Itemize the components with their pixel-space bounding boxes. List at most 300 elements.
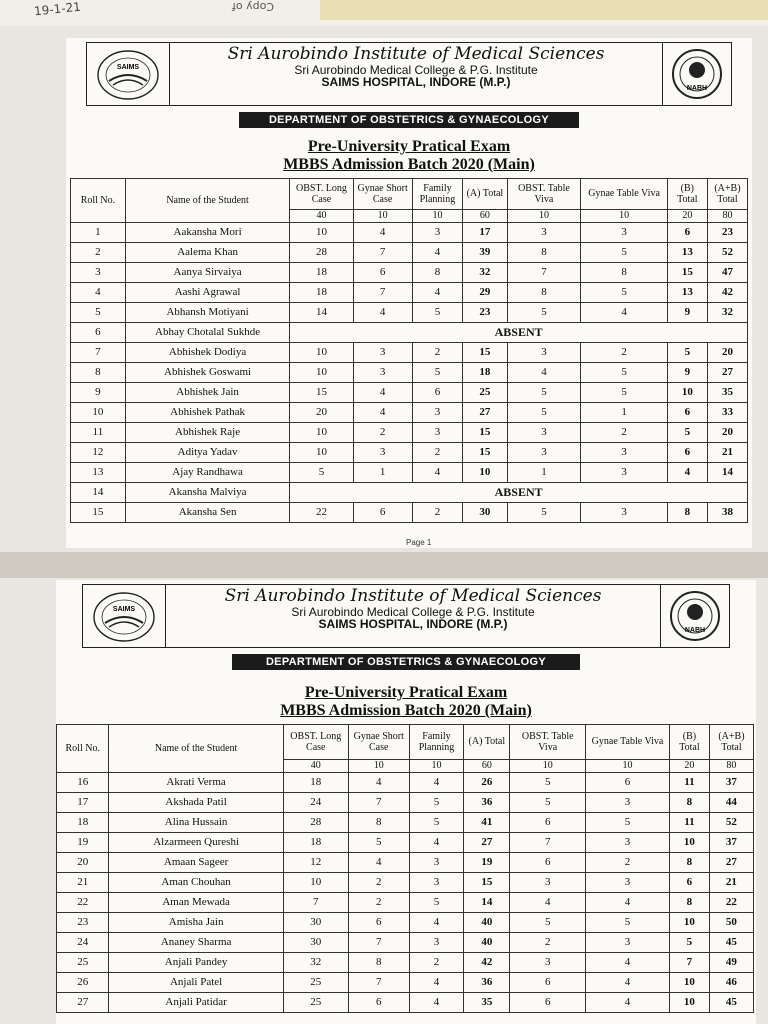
copy-note: Copy of bbox=[232, 0, 275, 13]
mark-cell-lc: 24 bbox=[283, 792, 348, 812]
marks-table-page-2 bbox=[56, 724, 754, 1013]
mark-cell-ov: 3 bbox=[510, 872, 586, 892]
mark-cell-gv: 2 bbox=[586, 852, 670, 872]
mark-cell-fp: 6 bbox=[412, 382, 463, 402]
col-short-case: Gynae Short Case bbox=[348, 725, 409, 760]
mark-cell-gv: 4 bbox=[586, 892, 670, 912]
mark-cell-lc: 10 bbox=[290, 422, 353, 442]
mark-cell-a: 35 bbox=[464, 992, 510, 1012]
mark-cell-lc: 12 bbox=[283, 852, 348, 872]
name-cell: Aditya Yadav bbox=[125, 442, 290, 462]
mark-cell-b: 10 bbox=[667, 382, 707, 402]
mark-cell-ov: 6 bbox=[510, 812, 586, 832]
mark-cell-sc: 4 bbox=[348, 852, 409, 872]
mark-cell-gv: 3 bbox=[581, 502, 667, 522]
table-row bbox=[57, 912, 754, 932]
mark-cell-fp: 2 bbox=[412, 442, 463, 462]
max-short-case: 10 bbox=[348, 760, 409, 773]
mark-cell-a: 15 bbox=[463, 342, 507, 362]
mark-cell-a: 40 bbox=[464, 932, 510, 952]
name-cell: Alzarmeen Qureshi bbox=[109, 832, 283, 852]
mark-cell-b: 11 bbox=[669, 812, 709, 832]
table-row bbox=[57, 872, 754, 892]
mark-cell-lc: 10 bbox=[290, 342, 353, 362]
mark-cell-gv: 2 bbox=[581, 422, 667, 442]
mark-cell-gv: 3 bbox=[586, 832, 670, 852]
college-name: Sri Aurobindo Medical College & P.G. Institute bbox=[294, 62, 538, 77]
col-ab-total: (A+B) Total bbox=[707, 179, 747, 210]
mark-cell-ab: 27 bbox=[709, 852, 753, 872]
mark-cell-ov: 8 bbox=[507, 242, 581, 262]
mark-cell-b: 11 bbox=[669, 772, 709, 792]
col-b-total: (B) Total bbox=[667, 179, 707, 210]
hospital-name: SAIMS HOSPITAL, INDORE (M.P.) bbox=[321, 75, 511, 90]
mark-cell-lc: 30 bbox=[283, 912, 348, 932]
institute-name: Sri Aurobindo Institute of Medical Sciences bbox=[227, 44, 605, 64]
mark-cell-sc: 3 bbox=[353, 342, 412, 362]
table-row bbox=[71, 442, 748, 462]
name-cell: Aman Mewada bbox=[109, 892, 283, 912]
mark-cell-sc: 7 bbox=[353, 282, 412, 302]
name-cell: Aakansha Mori bbox=[125, 222, 290, 242]
mark-cell-ov: 7 bbox=[507, 262, 581, 282]
batch-title: MBBS Admission Batch 2020 (Main) bbox=[280, 702, 532, 719]
top-strip bbox=[0, 0, 768, 26]
mark-cell-b: 10 bbox=[669, 992, 709, 1012]
mark-cell-ov: 5 bbox=[507, 502, 581, 522]
mark-cell-gv: 6 bbox=[586, 772, 670, 792]
name-cell: Akshada Patil bbox=[109, 792, 283, 812]
col-gynae-viva: Gynae Table Viva bbox=[586, 725, 670, 760]
col-name: Name of the Student bbox=[109, 725, 283, 773]
mark-cell-lc: 28 bbox=[290, 242, 353, 262]
roll-cell: 15 bbox=[71, 502, 126, 522]
name-cell: Akansha Sen bbox=[125, 502, 290, 522]
mark-cell-lc: 18 bbox=[283, 832, 348, 852]
roll-cell: 5 bbox=[71, 302, 126, 322]
table-row bbox=[71, 262, 748, 282]
roll-cell: 22 bbox=[57, 892, 109, 912]
page-footer: Page 1 bbox=[406, 538, 432, 547]
max-ab: 80 bbox=[709, 760, 753, 773]
max-ab: 80 bbox=[707, 210, 747, 223]
roll-cell: 27 bbox=[57, 992, 109, 1012]
col-obst-viva: OBST. Table Viva bbox=[507, 179, 581, 210]
mark-cell-sc: 1 bbox=[353, 462, 412, 482]
max-long-case: 40 bbox=[283, 760, 348, 773]
mark-cell-ov: 5 bbox=[507, 402, 581, 422]
mark-cell-gv: 1 bbox=[581, 402, 667, 422]
absent-label: ABSENT bbox=[290, 322, 748, 342]
logo-right-text: NABH bbox=[686, 85, 708, 92]
mark-cell-fp: 3 bbox=[412, 422, 463, 442]
mark-cell-ab: 32 bbox=[707, 302, 747, 322]
mark-cell-b: 6 bbox=[669, 872, 709, 892]
table-row bbox=[57, 992, 754, 1012]
name-cell: Alina Hussain bbox=[109, 812, 283, 832]
roll-cell: 23 bbox=[57, 912, 109, 932]
table-row bbox=[57, 952, 754, 972]
mark-cell-ov: 3 bbox=[507, 422, 581, 442]
name-cell: Aalema Khan bbox=[125, 242, 290, 262]
exam-title: Pre-University Pratical Exam bbox=[307, 138, 511, 155]
mark-cell-b: 9 bbox=[667, 302, 707, 322]
mark-cell-ab: 21 bbox=[707, 442, 747, 462]
mark-cell-b: 15 bbox=[667, 262, 707, 282]
mark-cell-sc: 4 bbox=[353, 402, 412, 422]
mark-cell-lc: 18 bbox=[283, 772, 348, 792]
mark-cell-b: 5 bbox=[669, 932, 709, 952]
table-row bbox=[71, 302, 748, 322]
roll-cell: 6 bbox=[71, 322, 126, 342]
mark-cell-gv: 5 bbox=[581, 282, 667, 302]
mark-cell-fp: 4 bbox=[412, 462, 463, 482]
logo-right-text: NABH bbox=[684, 627, 706, 634]
mark-cell-ab: 44 bbox=[709, 792, 753, 812]
table-row bbox=[71, 342, 748, 362]
mark-cell-ov: 6 bbox=[510, 852, 586, 872]
college-name: Sri Aurobindo Medical College & P.G. Institute bbox=[291, 604, 535, 619]
mark-cell-lc: 25 bbox=[283, 972, 348, 992]
mark-cell-b: 4 bbox=[667, 462, 707, 482]
col-a-total: (A) Total bbox=[464, 725, 510, 760]
mark-cell-ov: 3 bbox=[507, 222, 581, 242]
name-cell: Aanya Sirvaiya bbox=[125, 262, 290, 282]
table-row bbox=[71, 402, 748, 422]
mark-cell-ab: 22 bbox=[709, 892, 753, 912]
page-1 bbox=[66, 38, 752, 548]
max-gynae-viva: 10 bbox=[586, 760, 670, 773]
mark-cell-fp: 3 bbox=[412, 402, 463, 422]
mark-cell-ov: 5 bbox=[510, 772, 586, 792]
mark-cell-sc: 2 bbox=[348, 892, 409, 912]
mark-cell-ab: 37 bbox=[709, 772, 753, 792]
mark-cell-ab: 38 bbox=[707, 502, 747, 522]
mark-cell-ov: 6 bbox=[510, 992, 586, 1012]
mark-cell-a: 36 bbox=[464, 972, 510, 992]
mark-cell-b: 6 bbox=[667, 442, 707, 462]
roll-cell: 4 bbox=[71, 282, 126, 302]
mark-cell-ov: 6 bbox=[510, 972, 586, 992]
mark-cell-ab: 47 bbox=[707, 262, 747, 282]
name-cell: Abhishek Pathak bbox=[125, 402, 290, 422]
roll-cell: 24 bbox=[57, 932, 109, 952]
roll-cell: 14 bbox=[71, 482, 126, 502]
mark-cell-gv: 2 bbox=[581, 342, 667, 362]
name-cell: Anjali Pandey bbox=[109, 952, 283, 972]
mark-cell-ov: 5 bbox=[507, 382, 581, 402]
mark-cell-b: 8 bbox=[669, 852, 709, 872]
roll-cell: 11 bbox=[71, 422, 126, 442]
institute-name: Sri Aurobindo Institute of Medical Sciences bbox=[224, 586, 602, 606]
mark-cell-ov: 5 bbox=[510, 912, 586, 932]
table-row bbox=[71, 362, 748, 382]
roll-cell: 17 bbox=[57, 792, 109, 812]
name-cell: Abhishek Raje bbox=[125, 422, 290, 442]
mark-cell-ab: 45 bbox=[709, 992, 753, 1012]
mark-cell-ab: 52 bbox=[709, 812, 753, 832]
handwritten-date: 19-1-21 bbox=[33, 0, 82, 19]
mark-cell-lc: 10 bbox=[290, 222, 353, 242]
mark-cell-fp: 2 bbox=[409, 952, 464, 972]
col-ab-total: (A+B) Total bbox=[709, 725, 753, 760]
mark-cell-fp: 4 bbox=[409, 832, 464, 852]
mark-cell-fp: 4 bbox=[409, 972, 464, 992]
nabh-seal-icon bbox=[660, 585, 729, 647]
mark-cell-sc: 8 bbox=[348, 812, 409, 832]
mark-cell-a: 14 bbox=[464, 892, 510, 912]
max-b: 20 bbox=[667, 210, 707, 223]
department-banner: DEPARTMENT OF OBSTETRICS & GYNAECOLOGY bbox=[232, 654, 580, 670]
mark-cell-a: 26 bbox=[464, 772, 510, 792]
mark-cell-a: 19 bbox=[464, 852, 510, 872]
mark-cell-ov: 5 bbox=[510, 792, 586, 812]
mark-cell-ab: 49 bbox=[709, 952, 753, 972]
absent-label: ABSENT bbox=[290, 482, 748, 502]
mark-cell-lc: 28 bbox=[283, 812, 348, 832]
mark-cell-sc: 7 bbox=[348, 792, 409, 812]
mark-cell-sc: 7 bbox=[348, 932, 409, 952]
name-cell: Abhishek Dodiya bbox=[125, 342, 290, 362]
table-row bbox=[71, 422, 748, 442]
mark-cell-fp: 5 bbox=[412, 362, 463, 382]
roll-cell: 19 bbox=[57, 832, 109, 852]
roll-cell: 3 bbox=[71, 262, 126, 282]
mark-cell-fp: 5 bbox=[409, 792, 464, 812]
mark-cell-ab: 46 bbox=[709, 972, 753, 992]
mark-cell-a: 27 bbox=[463, 402, 507, 422]
max-a: 60 bbox=[463, 210, 507, 223]
col-obst-viva: OBST. Table Viva bbox=[510, 725, 586, 760]
marks-table-page-1 bbox=[70, 178, 748, 523]
mark-cell-a: 40 bbox=[464, 912, 510, 932]
col-b-total: (B) Total bbox=[669, 725, 709, 760]
roll-cell: 1 bbox=[71, 222, 126, 242]
max-long-case: 40 bbox=[290, 210, 353, 223]
name-cell: Abhansh Motiyani bbox=[125, 302, 290, 322]
mark-cell-fp: 5 bbox=[409, 812, 464, 832]
mark-cell-sc: 8 bbox=[348, 952, 409, 972]
mark-cell-a: 25 bbox=[463, 382, 507, 402]
logo-left-text: SAIMS bbox=[116, 64, 140, 71]
mark-cell-ab: 35 bbox=[707, 382, 747, 402]
name-cell: Aman Chouhan bbox=[109, 872, 283, 892]
saims-logo-icon bbox=[87, 43, 170, 105]
col-roll: Roll No. bbox=[57, 725, 109, 773]
mark-cell-sc: 6 bbox=[353, 262, 412, 282]
mark-cell-sc: 3 bbox=[353, 442, 412, 462]
mark-cell-sc: 7 bbox=[348, 972, 409, 992]
mark-cell-sc: 4 bbox=[353, 382, 412, 402]
page-gap bbox=[0, 552, 768, 578]
mark-cell-lc: 5 bbox=[290, 462, 353, 482]
mark-cell-a: 17 bbox=[463, 222, 507, 242]
table-row bbox=[57, 972, 754, 992]
mark-cell-fp: 3 bbox=[409, 852, 464, 872]
name-cell: Abhay Chotalal Sukhde bbox=[125, 322, 290, 342]
mark-cell-b: 10 bbox=[669, 972, 709, 992]
max-short-case: 10 bbox=[353, 210, 412, 223]
mark-cell-gv: 4 bbox=[586, 952, 670, 972]
mark-cell-ov: 4 bbox=[507, 362, 581, 382]
roll-cell: 16 bbox=[57, 772, 109, 792]
mark-cell-a: 15 bbox=[463, 442, 507, 462]
max-b: 20 bbox=[669, 760, 709, 773]
mark-cell-gv: 3 bbox=[581, 442, 667, 462]
mark-cell-sc: 4 bbox=[353, 222, 412, 242]
table-row bbox=[71, 322, 748, 342]
mark-cell-lc: 18 bbox=[290, 282, 353, 302]
mark-cell-ab: 14 bbox=[707, 462, 747, 482]
name-cell: Ajay Randhawa bbox=[125, 462, 290, 482]
mark-cell-a: 29 bbox=[463, 282, 507, 302]
table-row bbox=[57, 892, 754, 912]
mark-cell-lc: 30 bbox=[283, 932, 348, 952]
mark-cell-fp: 4 bbox=[409, 772, 464, 792]
mark-cell-ab: 20 bbox=[707, 342, 747, 362]
max-obst-viva: 10 bbox=[510, 760, 586, 773]
roll-cell: 8 bbox=[71, 362, 126, 382]
mark-cell-a: 27 bbox=[464, 832, 510, 852]
mark-cell-a: 18 bbox=[463, 362, 507, 382]
table-row bbox=[71, 222, 748, 242]
col-family: Family Planning bbox=[412, 179, 463, 210]
mark-cell-ab: 20 bbox=[707, 422, 747, 442]
mark-cell-ov: 7 bbox=[510, 832, 586, 852]
mark-cell-a: 15 bbox=[464, 872, 510, 892]
mark-cell-b: 13 bbox=[667, 242, 707, 262]
mark-cell-lc: 7 bbox=[283, 892, 348, 912]
mark-cell-lc: 10 bbox=[290, 362, 353, 382]
mark-cell-ab: 42 bbox=[707, 282, 747, 302]
page-2 bbox=[56, 580, 756, 1024]
mark-cell-sc: 4 bbox=[348, 772, 409, 792]
name-cell: Akansha Malviya bbox=[125, 482, 290, 502]
mark-cell-gv: 4 bbox=[586, 972, 670, 992]
mark-cell-ov: 3 bbox=[510, 952, 586, 972]
mark-cell-a: 39 bbox=[463, 242, 507, 262]
mark-cell-fp: 4 bbox=[412, 242, 463, 262]
table-row bbox=[71, 462, 748, 482]
mark-cell-ab: 23 bbox=[707, 222, 747, 242]
mark-cell-sc: 3 bbox=[353, 362, 412, 382]
mark-cell-gv: 3 bbox=[586, 932, 670, 952]
mark-cell-fp: 3 bbox=[409, 932, 464, 952]
mark-cell-b: 10 bbox=[669, 912, 709, 932]
roll-cell: 13 bbox=[71, 462, 126, 482]
roll-cell: 7 bbox=[71, 342, 126, 362]
mark-cell-b: 8 bbox=[667, 502, 707, 522]
roll-cell: 20 bbox=[57, 852, 109, 872]
mark-cell-sc: 6 bbox=[348, 992, 409, 1012]
table-row bbox=[57, 932, 754, 952]
mark-cell-fp: 2 bbox=[412, 502, 463, 522]
mark-cell-gv: 3 bbox=[586, 872, 670, 892]
mark-cell-sc: 6 bbox=[348, 912, 409, 932]
mark-cell-ov: 3 bbox=[507, 442, 581, 462]
mark-cell-a: 30 bbox=[463, 502, 507, 522]
mark-cell-a: 32 bbox=[463, 262, 507, 282]
mark-cell-sc: 2 bbox=[348, 872, 409, 892]
mark-cell-ab: 21 bbox=[709, 872, 753, 892]
nabh-seal-icon bbox=[662, 43, 731, 105]
mark-cell-gv: 5 bbox=[581, 242, 667, 262]
mark-cell-a: 42 bbox=[464, 952, 510, 972]
mark-cell-lc: 22 bbox=[290, 502, 353, 522]
mark-cell-a: 23 bbox=[463, 302, 507, 322]
max-family: 10 bbox=[409, 760, 464, 773]
mark-cell-ab: 50 bbox=[709, 912, 753, 932]
roll-cell: 12 bbox=[71, 442, 126, 462]
table-row bbox=[71, 482, 748, 502]
name-cell: Abhishek Jain bbox=[125, 382, 290, 402]
mark-cell-lc: 18 bbox=[290, 262, 353, 282]
batch-title: MBBS Admission Batch 2020 (Main) bbox=[283, 156, 535, 173]
mark-cell-fp: 4 bbox=[409, 912, 464, 932]
mark-cell-fp: 4 bbox=[412, 282, 463, 302]
name-cell: Akrati Verma bbox=[109, 772, 283, 792]
mark-cell-ov: 8 bbox=[507, 282, 581, 302]
mark-cell-fp: 2 bbox=[412, 342, 463, 362]
mark-cell-gv: 8 bbox=[581, 262, 667, 282]
name-cell: Anjali Patel bbox=[109, 972, 283, 992]
mark-cell-a: 10 bbox=[463, 462, 507, 482]
roll-cell: 21 bbox=[57, 872, 109, 892]
mark-cell-fp: 5 bbox=[412, 302, 463, 322]
mark-cell-b: 5 bbox=[667, 422, 707, 442]
mark-cell-ov: 2 bbox=[510, 932, 586, 952]
mark-cell-lc: 15 bbox=[290, 382, 353, 402]
max-obst-viva: 10 bbox=[507, 210, 581, 223]
name-cell: Ananey Sharma bbox=[109, 932, 283, 952]
mark-cell-a: 15 bbox=[463, 422, 507, 442]
mark-cell-ov: 5 bbox=[507, 302, 581, 322]
mark-cell-ab: 45 bbox=[709, 932, 753, 952]
mark-cell-b: 6 bbox=[667, 222, 707, 242]
table-row bbox=[57, 812, 754, 832]
mark-cell-gv: 3 bbox=[581, 222, 667, 242]
mark-cell-sc: 2 bbox=[353, 422, 412, 442]
table-row bbox=[57, 852, 754, 872]
mark-cell-b: 8 bbox=[669, 892, 709, 912]
mark-cell-gv: 4 bbox=[581, 302, 667, 322]
col-short-case: Gynae Short Case bbox=[353, 179, 412, 210]
mark-cell-b: 6 bbox=[667, 402, 707, 422]
mark-cell-lc: 20 bbox=[290, 402, 353, 422]
mark-cell-b: 8 bbox=[669, 792, 709, 812]
mark-cell-b: 10 bbox=[669, 832, 709, 852]
name-cell: Amisha Jain bbox=[109, 912, 283, 932]
mark-cell-lc: 14 bbox=[290, 302, 353, 322]
roll-cell: 10 bbox=[71, 402, 126, 422]
background-paper bbox=[320, 0, 768, 20]
table-row bbox=[57, 772, 754, 792]
mark-cell-sc: 5 bbox=[348, 832, 409, 852]
mark-cell-lc: 10 bbox=[283, 872, 348, 892]
letterhead bbox=[86, 42, 732, 106]
mark-cell-gv: 3 bbox=[586, 792, 670, 812]
mark-cell-fp: 3 bbox=[412, 222, 463, 242]
mark-cell-a: 36 bbox=[464, 792, 510, 812]
max-gynae-viva: 10 bbox=[581, 210, 667, 223]
mark-cell-a: 41 bbox=[464, 812, 510, 832]
mark-cell-fp: 4 bbox=[409, 992, 464, 1012]
roll-cell: 26 bbox=[57, 972, 109, 992]
name-cell: Anjali Patidar bbox=[109, 992, 283, 1012]
roll-cell: 9 bbox=[71, 382, 126, 402]
mark-cell-lc: 10 bbox=[290, 442, 353, 462]
letterhead-2 bbox=[82, 584, 730, 648]
